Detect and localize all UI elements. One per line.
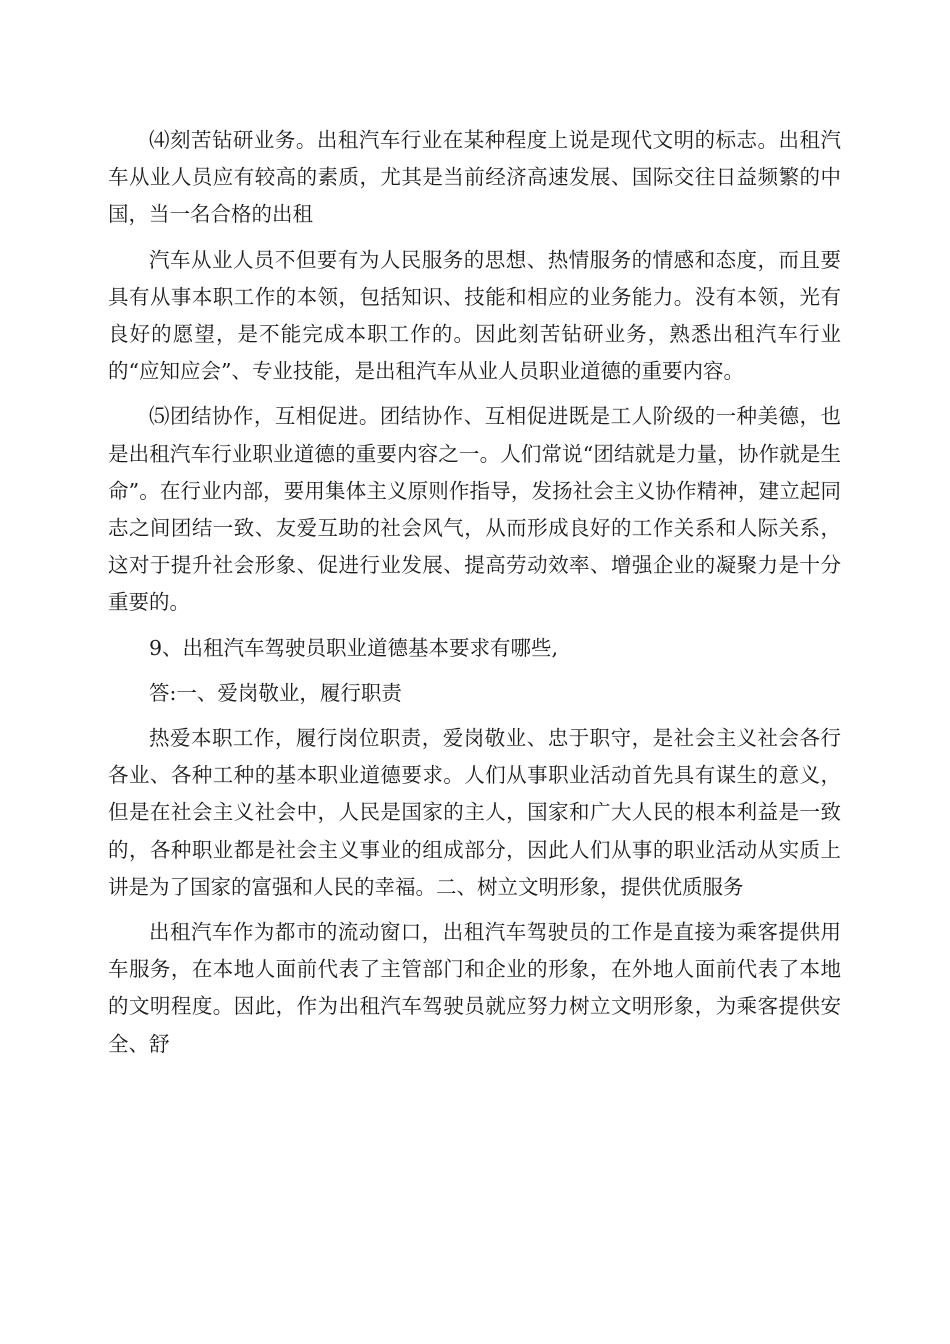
- paragraph-professional-skills: 汽车从业人员不但要有为人民服务的思想、热情服务的情感和态度，而且要具有从事本职工作的本领，包括知识、技能和相应的业务能力。没有本领，光有良好的愿望，是不能完成本职工作的。因此刻苦钻研业务，熟悉出租汽车行业的“应知应会”、专业技能，是出租汽车从业人员职业道德的重要内容。: [108, 247, 841, 384]
- paragraph-teamwork: ⑸团结协作，互相促进。团结协作、互相促进既是工人阶级的一种美德，也是出租汽车行业职业道德的重要内容之一。人们常说“团结就是力量，协作就是生命”。在行业内部，要用集体主义原则作指导，发扬社会主义协作精神，建立起同志之间团结一致、友爱互助的社会风气，从而形成良好的工作关系和人际关系，这对于提升社会形象、促进行业发展、提高劳动效率、增强企业的凝聚力是十分重要的。: [108, 404, 841, 615]
- answer-heading: 答:一、爱岗敬业，履行职责: [149, 680, 402, 705]
- paragraph-diligent-study: ⑷刻苦钻研业务。出租汽车行业在某种程度上说是现代文明的标志。出租汽车从业人员应有较高的素质，尤其是当前经济高速发展、国际交往日益频繁的中国，当一名合格的出租: [108, 128, 841, 227]
- question-heading: 9、出租汽车驾驶员职业道德基本要求有哪些,: [149, 635, 559, 660]
- paragraph-love-job: 热爱本职工作，履行岗位职责，爱岗敬业、忠于职守，是社会主义社会各行各业、各种工种的基本职业道德要求。人们从事职业活动首先具有谋生的意义，但是在社会主义社会中，人民是国家的主人，国家和广大人民的根本利益是一致的，各种职业都是社会主义事业的组成部分，因此人们从事的职业活动从实质上讲是为了国家的富强和人民的幸福。二、树立文明形象，提供优质服务: [108, 726, 841, 899]
- document-body: [108, 122, 841, 1063]
- paragraph-civilized-image: 出租汽车作为都市的流动窗口，出租汽车驾驶员的工作是直接为乘客提供用车服务，在本地人面前代表了主管部门和企业的形象，在外地人面前代表了本地的文明程度。因此，作为出租汽车驾驶员就应努力树立文明形象，为乘客提供安全、舒: [108, 920, 841, 1056]
